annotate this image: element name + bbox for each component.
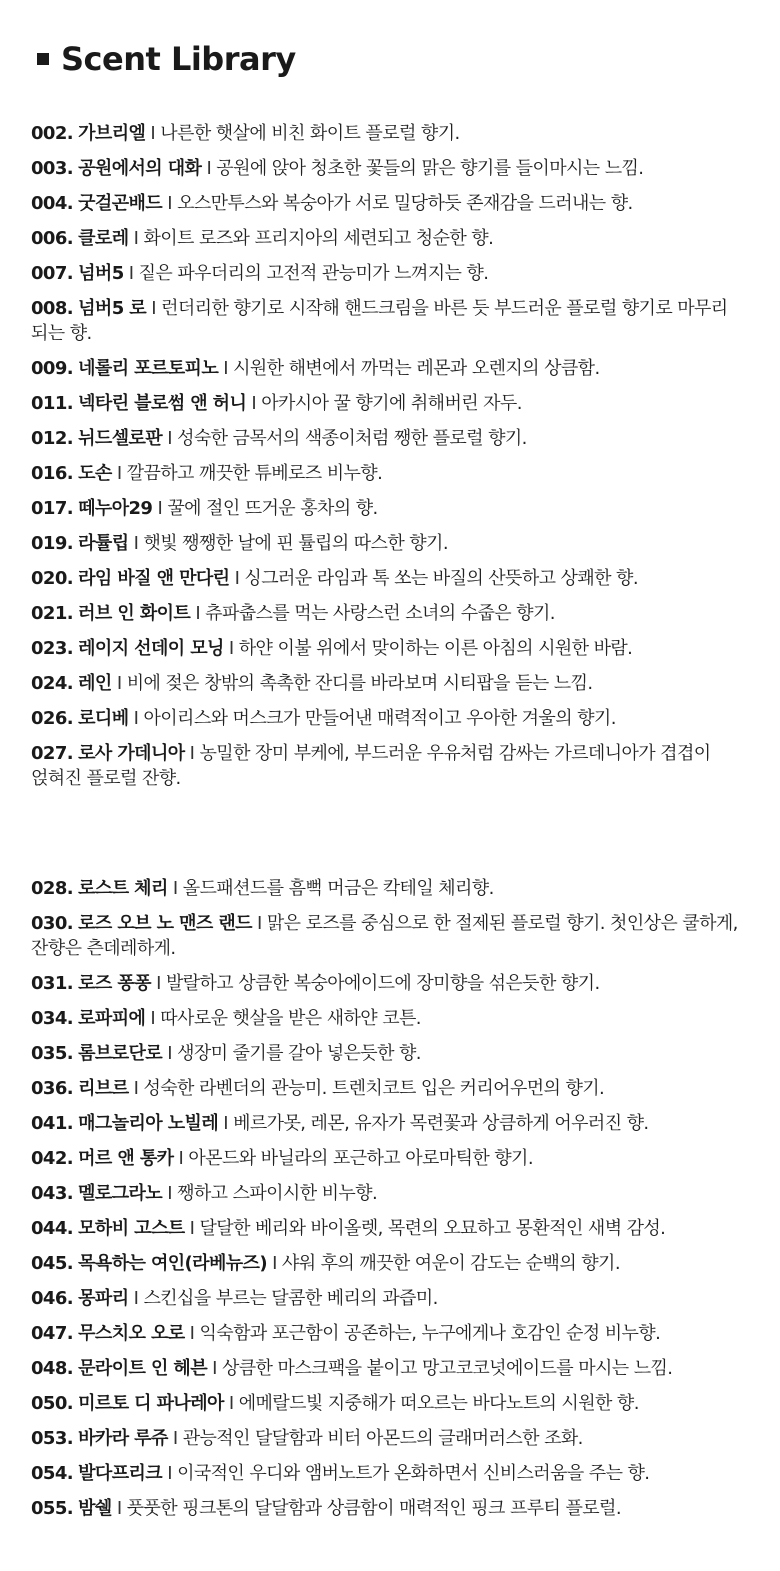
- scent-entry: [31, 461, 766, 486]
- scent-number: 031.: [31, 973, 74, 994]
- scent-name: 로즈 퐁퐁: [78, 973, 151, 994]
- scent-entry: [31, 1356, 766, 1381]
- scent-name: 공원에서의 대화: [78, 158, 202, 179]
- scent-name: 로디베: [78, 708, 129, 729]
- scent-entry: [31, 1251, 766, 1276]
- scent-entry: [31, 391, 766, 416]
- scent-entry: [31, 1006, 766, 1031]
- scent-name: 로즈 오브 노 맨즈 랜드: [78, 913, 252, 934]
- separator: I: [228, 638, 234, 659]
- scent-entry: [31, 1216, 766, 1241]
- scent-description: 따사로운 햇살을 받은 새하얀 코튼.: [160, 1008, 421, 1029]
- scent-entry: [31, 121, 766, 146]
- scent-number: 026.: [31, 708, 74, 729]
- scent-entry: [31, 426, 766, 451]
- scent-entry: [31, 971, 766, 996]
- scent-number: 030.: [31, 913, 74, 934]
- scent-number: 002.: [31, 123, 74, 144]
- separator: I: [150, 123, 156, 144]
- scent-entry: [31, 1041, 766, 1066]
- separator: I: [116, 463, 122, 484]
- separator: I: [195, 603, 201, 624]
- scent-number: 011.: [31, 393, 74, 414]
- scent-number: 055.: [31, 1498, 74, 1519]
- separator: I: [172, 1428, 178, 1449]
- scent-number: 003.: [31, 158, 74, 179]
- scent-number: 016.: [31, 463, 74, 484]
- scent-entry: [31, 496, 766, 521]
- scent-description: 맑은 로즈를 중심으로 한 절제된 플로럴 향기. 첫인상은 쿨하게, 잔향은 츤데레하게.: [31, 913, 738, 959]
- separator: I: [272, 1253, 277, 1274]
- scent-list-section-2: [31, 876, 766, 1531]
- separator: I: [167, 193, 172, 214]
- scent-description: 에메랄드빛 지중해가 떠오르는 바다노트의 시원한 향.: [238, 1393, 639, 1414]
- scent-name: 매그놀리아 노빌레: [78, 1113, 219, 1134]
- scent-name: 레이지 선데이 모닝: [78, 638, 224, 659]
- separator: I: [257, 913, 262, 934]
- scent-description: 오스만투스와 복숭아가 서로 밀당하듯 존재감을 드러내는 향.: [177, 193, 633, 214]
- scent-description: 샤워 후의 깨끗한 여운이 감도는 순백의 향기.: [281, 1253, 620, 1274]
- scent-name: 로사 가데니아: [78, 743, 185, 764]
- scent-entry: [31, 296, 766, 346]
- scent-name: 멜로그라노: [78, 1183, 163, 1204]
- scent-entry: [31, 156, 766, 181]
- scent-name: 바카라 루쥬: [78, 1428, 168, 1449]
- scent-name: 목욕하는 여인(라베뉴즈): [78, 1253, 267, 1274]
- separator: I: [157, 498, 163, 519]
- separator: I: [212, 1358, 217, 1379]
- scent-name: 라튤립: [78, 533, 129, 554]
- scent-entry: [31, 1111, 766, 1136]
- scent-list-section-1: [31, 121, 766, 801]
- scent-entry: [31, 226, 766, 251]
- scent-description: 이국적인 우디와 앰버노트가 온화하면서 신비스러움을 주는 향.: [177, 1463, 650, 1484]
- scent-number: 042.: [31, 1148, 74, 1169]
- scent-number: 036.: [31, 1078, 74, 1099]
- separator: I: [133, 1288, 139, 1309]
- scent-number: 021.: [31, 603, 74, 624]
- scent-description: 아몬드와 바닐라의 포근하고 아로마틱한 향기.: [188, 1148, 533, 1169]
- scent-entry: [31, 1076, 766, 1101]
- scent-name: 넥타린 블로썸 앤 허니: [78, 393, 247, 414]
- scent-name: 모하비 고스트: [78, 1218, 185, 1239]
- scent-description: 깔끔하고 깨끗한 튜베로즈 비누향.: [126, 463, 383, 484]
- scent-entry: [31, 531, 766, 556]
- scent-description: 런더리한 향기로 시작해 핸드크림을 바른 듯 부드러운 플로럴 향기로 마무리 되는 향.: [31, 298, 728, 344]
- separator: I: [156, 973, 161, 994]
- scent-description: 아카시아 꿀 향기에 취해버린 자두.: [261, 393, 522, 414]
- separator: I: [251, 393, 257, 414]
- scent-description: 하얀 이불 위에서 맞이하는 이른 아침의 시원한 바람.: [238, 638, 633, 659]
- scent-number: 023.: [31, 638, 74, 659]
- scent-number: 034.: [31, 1008, 74, 1029]
- scent-entry: [31, 601, 766, 626]
- scent-description: 성숙한 라벤더의 관능미. 트렌치코트 입은 커리어우먼의 향기.: [143, 1078, 605, 1099]
- scent-name: 머르 앤 통카: [78, 1148, 174, 1169]
- scent-description: 성숙한 금목서의 색종이처럼 쨍한 플로럴 향기.: [177, 428, 527, 449]
- scent-name: 발다프리크: [78, 1463, 163, 1484]
- scent-description: 발랄하고 상큼한 복숭아에이드에 장미향을 섞은듯한 향기.: [165, 973, 600, 994]
- scent-description: 쨍하고 스파이시한 비누향.: [177, 1183, 378, 1204]
- scent-entry: [31, 1146, 766, 1171]
- scent-number: 006.: [31, 228, 74, 249]
- separator: I: [172, 878, 178, 899]
- scent-description: 익숙함과 포근함이 공존하는, 누구에게나 호감인 순정 비누향.: [199, 1323, 661, 1344]
- separator: I: [189, 743, 195, 764]
- scent-name: 굿걸곤배드: [78, 193, 163, 214]
- scent-description: 짙은 파우더리의 고전적 관능미가 느껴지는 향.: [138, 263, 489, 284]
- scent-number: 004.: [31, 193, 74, 214]
- scent-number: 035.: [31, 1043, 74, 1064]
- scent-entry: [31, 566, 766, 591]
- scent-number: 028.: [31, 878, 74, 899]
- scent-entry: [31, 1496, 766, 1521]
- separator: I: [228, 1393, 234, 1414]
- scent-description: 베르가못, 레몬, 유자가 목련꽃과 상큼하게 어우러진 향.: [233, 1113, 649, 1134]
- separator: I: [128, 263, 134, 284]
- scent-number: 053.: [31, 1428, 74, 1449]
- scent-description: 아이리스와 머스크가 만들어낸 매력적이고 우아한 겨울의 향기.: [143, 708, 616, 729]
- scent-number: 009.: [31, 358, 74, 379]
- scent-description: 공원에 앉아 청초한 꽃들의 맑은 향기를 들이마시는 느낌.: [216, 158, 644, 179]
- scent-name: 몽파리: [78, 1288, 129, 1309]
- scent-number: 008.: [31, 298, 74, 319]
- scent-entry: [31, 261, 766, 286]
- separator: I: [133, 708, 139, 729]
- scent-description: 시원한 해변에서 까먹는 레몬과 오렌지의 상큼함.: [233, 358, 600, 379]
- scent-number: 045.: [31, 1253, 74, 1274]
- separator: I: [150, 1008, 156, 1029]
- scent-number: 047.: [31, 1323, 74, 1344]
- separator: I: [116, 1498, 122, 1519]
- scent-entry: [31, 1391, 766, 1416]
- scent-description: 나른한 햇살에 비친 화이트 플로럴 향기.: [160, 123, 460, 144]
- scent-number: 054.: [31, 1463, 74, 1484]
- separator: I: [116, 673, 122, 694]
- scent-name: 무스치오 오로: [78, 1323, 185, 1344]
- scent-number: 043.: [31, 1183, 74, 1204]
- scent-number: 050.: [31, 1393, 74, 1414]
- scent-number: 019.: [31, 533, 74, 554]
- page-title: Scent Library: [61, 40, 296, 78]
- separator: I: [151, 298, 156, 319]
- scent-description: 상큼한 마스크팩을 붙이고 망고코코넛에이드를 마시는 느낌.: [221, 1358, 673, 1379]
- separator: I: [189, 1218, 195, 1239]
- scent-name: 도손: [78, 463, 112, 484]
- scent-name: 로파피에: [78, 1008, 146, 1029]
- scent-name: 떼누아29: [78, 498, 153, 519]
- scent-description: 스킨십을 부르는 달콤한 베리의 과즙미.: [143, 1288, 438, 1309]
- scent-entry: [31, 671, 766, 696]
- scent-entry: [31, 876, 766, 901]
- scent-description: 달달한 베리와 바이올렛, 목련의 오묘하고 몽환적인 새벽 감성.: [199, 1218, 666, 1239]
- scent-description: 화이트 로즈와 프리지아의 세련되고 청순한 향.: [143, 228, 494, 249]
- scent-entry: [31, 356, 766, 381]
- scent-entry: [31, 1461, 766, 1486]
- scent-description: 관능적인 달달함과 비터 아몬드의 글래머러스한 조화.: [182, 1428, 583, 1449]
- scent-number: 041.: [31, 1113, 74, 1134]
- scent-name: 러브 인 화이트: [78, 603, 191, 624]
- scent-name: 미르토 디 파나레아: [78, 1393, 224, 1414]
- scent-number: 024.: [31, 673, 74, 694]
- scent-description: 풋풋한 핑크톤의 달달함과 상큼함이 매력적인 핑크 프루티 플로럴.: [126, 1498, 621, 1519]
- scent-number: 048.: [31, 1358, 74, 1379]
- scent-name: 문라이트 인 헤븐: [78, 1358, 207, 1379]
- scent-description: 농밀한 장미 부케에, 부드러운 우유처럼 감싸는 가르데니아가 겹겹이 얹혀진 플로럴 잔향.: [31, 743, 711, 789]
- scent-entry: [31, 706, 766, 731]
- separator: I: [133, 1078, 139, 1099]
- scent-description: 올드패션드를 흠뻑 머금은 칵테일 체리향.: [182, 878, 494, 899]
- scent-entry: [31, 911, 766, 961]
- scent-number: 027.: [31, 743, 74, 764]
- scent-name: 롬브로단로: [78, 1043, 163, 1064]
- scent-description: 생장미 줄기를 갈아 넣은듯한 향.: [177, 1043, 421, 1064]
- separator: I: [206, 158, 212, 179]
- scent-entry: [31, 741, 766, 791]
- scent-entry: [31, 636, 766, 661]
- scent-description: 싱그러운 라임과 톡 쏘는 바질의 산뜻하고 상쾌한 향.: [244, 568, 638, 589]
- separator: I: [223, 358, 228, 379]
- separator: I: [223, 1113, 228, 1134]
- scent-entry: [31, 1426, 766, 1451]
- scent-description: 햇빛 쨍쨍한 날에 핀 튤립의 따스한 향기.: [143, 533, 448, 554]
- scent-entry: [31, 191, 766, 216]
- scent-name: 리브르: [78, 1078, 129, 1099]
- scent-number: 007.: [31, 263, 74, 284]
- scent-name: 라임 바질 앤 만다린: [78, 568, 230, 589]
- separator: I: [189, 1323, 195, 1344]
- separator: I: [167, 428, 172, 449]
- separator: I: [133, 228, 139, 249]
- scent-description: 꿀에 절인 뜨거운 홍차의 향.: [167, 498, 378, 519]
- scent-name: 로스트 체리: [78, 878, 168, 899]
- scent-name: 레인: [78, 673, 112, 694]
- separator: I: [167, 1043, 172, 1064]
- scent-name: 뉘드셀로판: [78, 428, 163, 449]
- scent-entry: [31, 1181, 766, 1206]
- scent-entry: [31, 1321, 766, 1346]
- scent-name: 밤쉘: [78, 1498, 112, 1519]
- scent-number: 012.: [31, 428, 74, 449]
- scent-name: 넘버5: [78, 263, 124, 284]
- page-header: [37, 40, 296, 78]
- scent-number: 017.: [31, 498, 74, 519]
- scent-description: 츄파춥스를 먹는 사랑스런 소녀의 수줍은 향기.: [205, 603, 555, 624]
- separator: I: [133, 533, 139, 554]
- scent-name: 네롤리 포르토피노: [78, 358, 219, 379]
- separator: I: [234, 568, 240, 589]
- separator: I: [178, 1148, 184, 1169]
- scent-name: 클로레: [78, 228, 129, 249]
- scent-number: 020.: [31, 568, 74, 589]
- separator: I: [167, 1463, 172, 1484]
- scent-description: 비에 젖은 창밖의 촉촉한 잔디를 바라보며 시티팝을 듣는 느낌.: [126, 673, 593, 694]
- scent-name: 가브리엘: [78, 123, 146, 144]
- scent-name: 넘버5 로: [78, 298, 147, 319]
- scent-entry: [31, 1286, 766, 1311]
- square-bullet-icon: [37, 53, 49, 65]
- scent-number: 044.: [31, 1218, 74, 1239]
- scent-number: 046.: [31, 1288, 74, 1309]
- separator: I: [167, 1183, 172, 1204]
